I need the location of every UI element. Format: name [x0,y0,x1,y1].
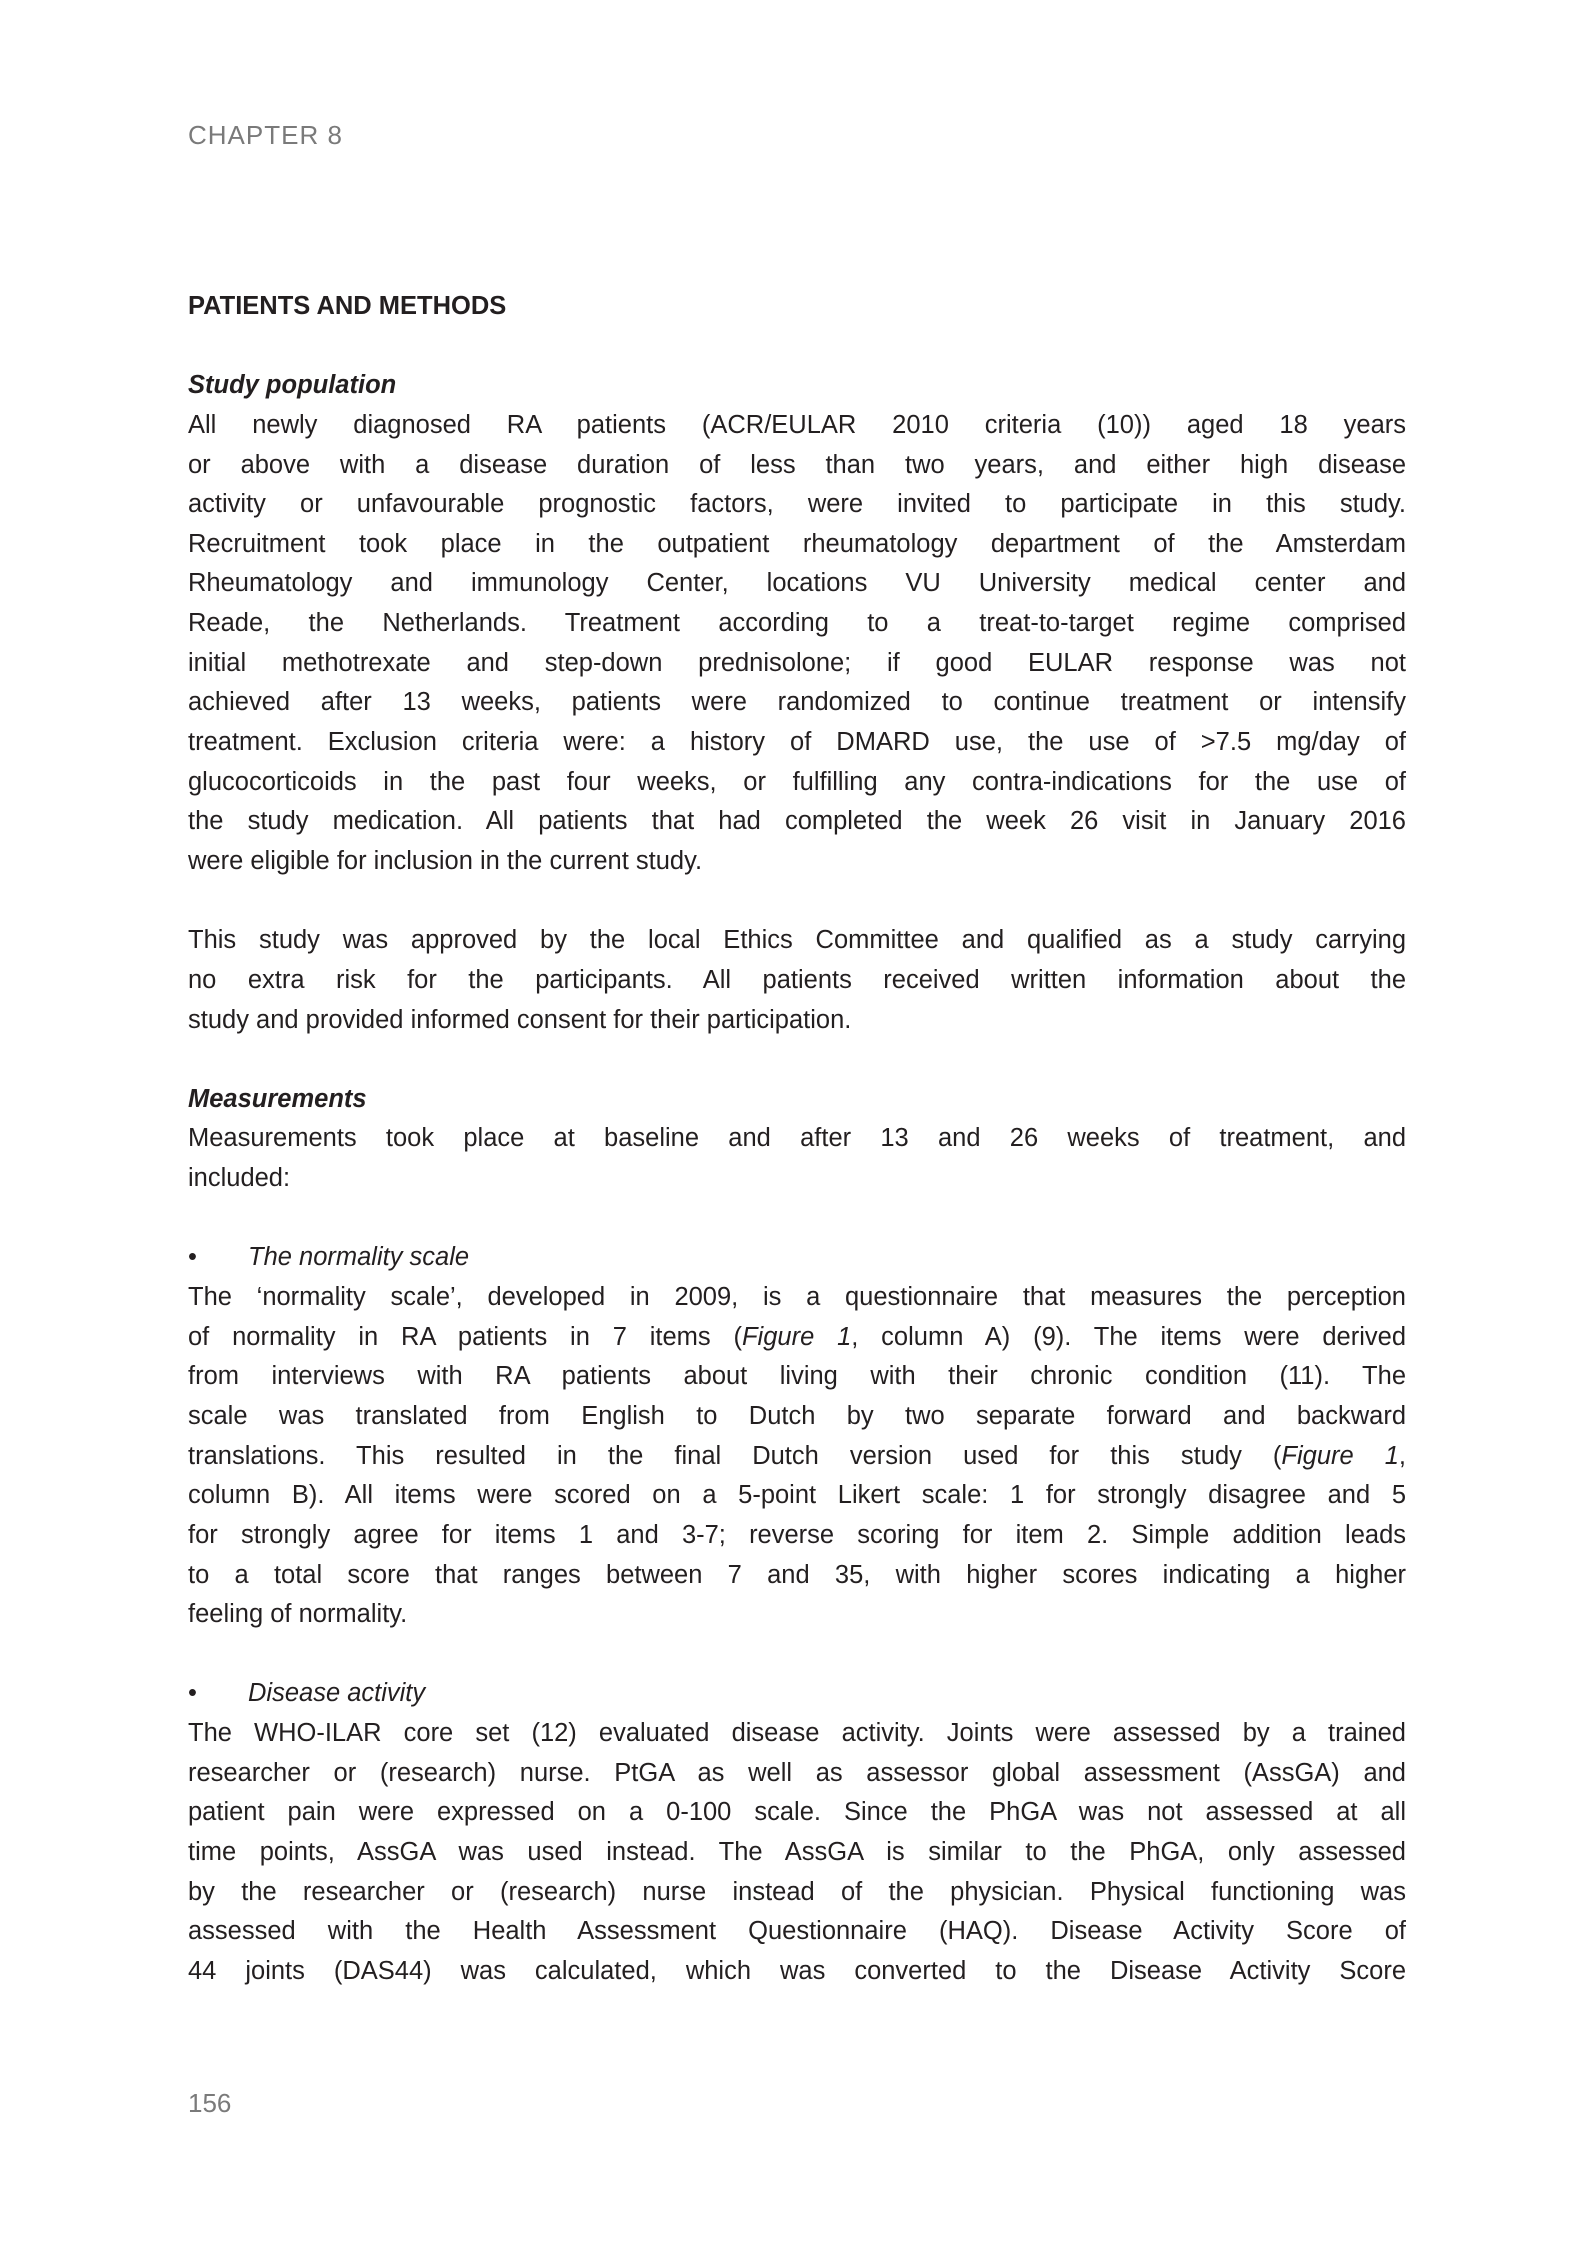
spacer [188,882,1406,922]
text-line: feeling of normality. [188,1600,408,1629]
measurements-intro [188,1119,1406,1198]
text-line: glucocorticoids in the past four weeks, or fulfilling any contra-indications for the use of [188,767,1406,796]
normality-scale-paragraph [188,1278,1406,1635]
text-line: to a total score that ranges between 7 and 35, with higher scores indicating a higher [188,1560,1406,1589]
text-line: for strongly agree for items 1 and 3-7; reverse scoring for item 2. Simple addition leads [188,1520,1406,1549]
text-line: activity or unfavourable prognostic factors, were invited to participate in this study. [188,490,1406,519]
bullet-icon: • [188,1243,197,1272]
text-line: patient pain were expressed on a 0-100 scale. Since the PhGA was not assessed at all [188,1798,1406,1827]
text-segment: translations. This resulted in the final Dutch version used for this study ( [188,1441,1282,1470]
text-line: assessed with the Health Assessment Questionnaire (HAQ). Disease Activity Score of [188,1917,1406,1946]
disease-activity-bullet [188,1674,1406,1714]
study-population-heading: Study population [188,371,397,400]
spacer [188,1040,1406,1080]
text-line: column B). All items were scored on a 5-point Likert scale: 1 for strongly disagree and 5 [188,1481,1406,1510]
running-head: CHAPTER 8 [188,120,343,150]
text-line [188,1437,1406,1477]
text-line: or above with a disease duration of less than two years, and either high disease [188,450,1406,479]
page-number: 156 [188,2088,232,2118]
ethics-paragraph [188,921,1406,1040]
text-line: treatment. Exclusion criteria were: a history of DMARD use, the use of >7.5 mg/day of [188,728,1406,757]
text-segment: , [1398,1441,1406,1470]
spacer [188,1199,1406,1239]
text-line: The WHO-ILAR core set (12) evaluated disease activity. Joints were assessed by a trained [188,1719,1406,1748]
text-line: Measurements took place at baseline and after 13 and 26 weeks of treatment, and [188,1124,1406,1153]
page-content [188,287,1406,1992]
spacer [188,327,1406,367]
text-line: Reade, the Netherlands. Treatment according to a treat-to-target regime comprised [188,609,1406,638]
text-line: were eligible for inclusion in the current study. [188,846,703,875]
text-line: study and provided informed consent for their participation. [188,1005,852,1034]
text-line: 44 joints (DAS44) was calculated, which was converted to the Disease Activity Score [188,1956,1406,1985]
text-line: no extra risk for the participants. All patients received written information about the [188,965,1406,994]
text-line: This study was approved by the local Ethics Committee and qualified as a study carrying [188,926,1406,955]
text-line: researcher or (research) nurse. PtGA as well as assessor global assessment (AssGA) and [188,1758,1406,1787]
text-line: Recruitment took place in the outpatient rheumatology department of the Amsterdam [188,529,1406,558]
text-segment: , column A) (9). The items were derived [851,1322,1406,1351]
text-line: from interviews with RA patients about living with their chronic condition (11). The [188,1362,1406,1391]
figure-reference: Figure 1 [1281,1441,1399,1470]
text-line [188,1318,1406,1358]
section-title: PATIENTS AND METHODS [188,292,507,320]
bullet-icon: • [188,1679,197,1708]
text-line: Rheumatology and immunology Center, locations VU University medical center and [188,569,1406,598]
disease-activity-paragraph [188,1714,1406,1991]
bullet-title: The normality scale [248,1243,470,1272]
text-line: the study medication. All patients that had completed the week 26 visit in January 2016 [188,807,1406,836]
bullet-title: Disease activity [248,1679,426,1708]
normality-scale-bullet [188,1238,1406,1278]
text-line: achieved after 13 weeks, patients were randomized to continue treatment or intensify [188,688,1406,717]
measurements-heading: Measurements [188,1084,367,1113]
text-line: included: [188,1164,291,1193]
text-line: by the researcher or (research) nurse instead of the physician. Physical functioning was [188,1877,1406,1906]
text-line: The ‘normality scale’, developed in 2009, is a questionnaire that measures the perception [188,1283,1406,1312]
text-line: time points, AssGA was used instead. The AssGA is similar to the PhGA, only assessed [188,1837,1406,1866]
text-line: All newly diagnosed RA patients (ACR/EULAR 2010 criteria (10)) aged 18 years [188,410,1406,439]
figure-reference: Figure 1 [741,1322,852,1351]
study-population-paragraph [188,406,1406,882]
text-line: initial methotrexate and step-down prednisolone; if good EULAR response was not [188,648,1406,677]
text-line: scale was translated from English to Dutch by two separate forward and backward [188,1401,1406,1430]
text-segment: of normality in RA patients in 7 items ( [188,1322,742,1351]
spacer [188,1635,1406,1675]
